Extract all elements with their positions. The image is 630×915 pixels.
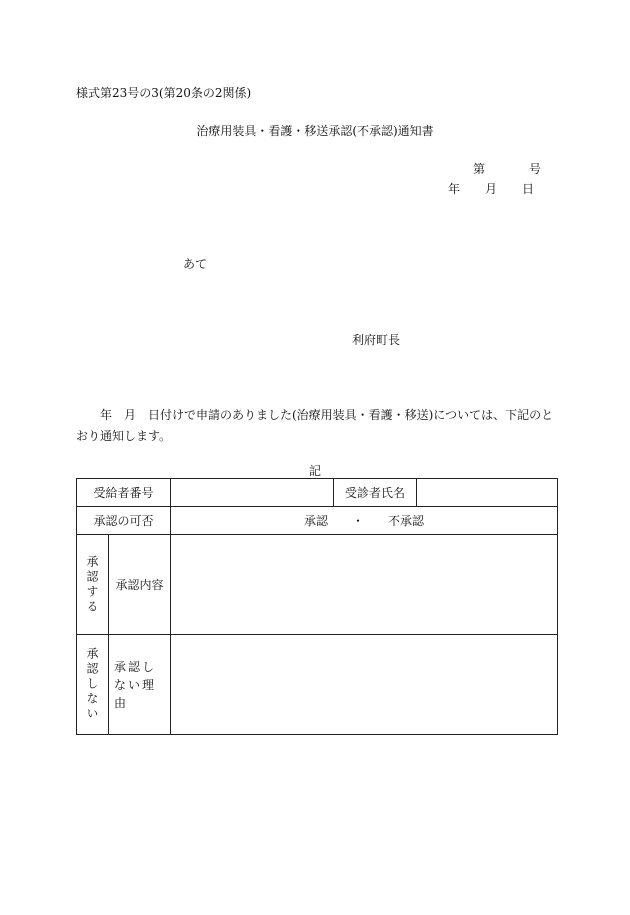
body-paragraph: 年 月 日付けで申請のありました(治療用装具・看護・移送)については、下記のとおり通知します。 (76, 408, 554, 443)
document-title: 治療用装具・看護・移送承認(不承認)通知書 (196, 124, 434, 138)
issuer-name: 利府町長 (352, 333, 401, 347)
approve-content-label: 承認内容 (109, 535, 171, 635)
reject-side-label (77, 635, 109, 735)
approve-side-text: 承認する (85, 554, 99, 615)
recipient-number-label: 受給者番号 (77, 479, 171, 507)
form-reference: 様式第23号の3(第20条の2関係) (76, 86, 252, 100)
date-month: 月 (485, 182, 498, 196)
reject-option[interactable]: 不承認 (388, 514, 425, 528)
reject-reason-field[interactable] (171, 635, 558, 735)
reject-side-text: 承認しない (85, 647, 99, 722)
approval-options[interactable] (171, 507, 558, 535)
patient-name-field[interactable] (417, 479, 558, 507)
recipient-number-field[interactable] (171, 479, 334, 507)
number-prefix: 第 (473, 162, 486, 176)
patient-name-label: 受診者氏名 (334, 479, 417, 507)
date-year: 年 (448, 182, 461, 196)
approval-label: 承認の可否 (77, 507, 171, 535)
option-separator: ・ (352, 514, 365, 528)
approve-content-field[interactable] (171, 535, 558, 635)
date-day: 日 (522, 182, 535, 196)
document-number-line (473, 160, 541, 177)
notice-table (76, 478, 558, 735)
approve-side-label (77, 535, 109, 635)
reject-reason-label: 承認しない理由 (109, 635, 171, 735)
number-suffix: 号 (529, 162, 542, 176)
document-date-line (448, 180, 534, 197)
ki-heading: 記 (308, 464, 321, 478)
addressee: あて (183, 257, 208, 271)
approve-option[interactable]: 承認 (303, 514, 328, 528)
